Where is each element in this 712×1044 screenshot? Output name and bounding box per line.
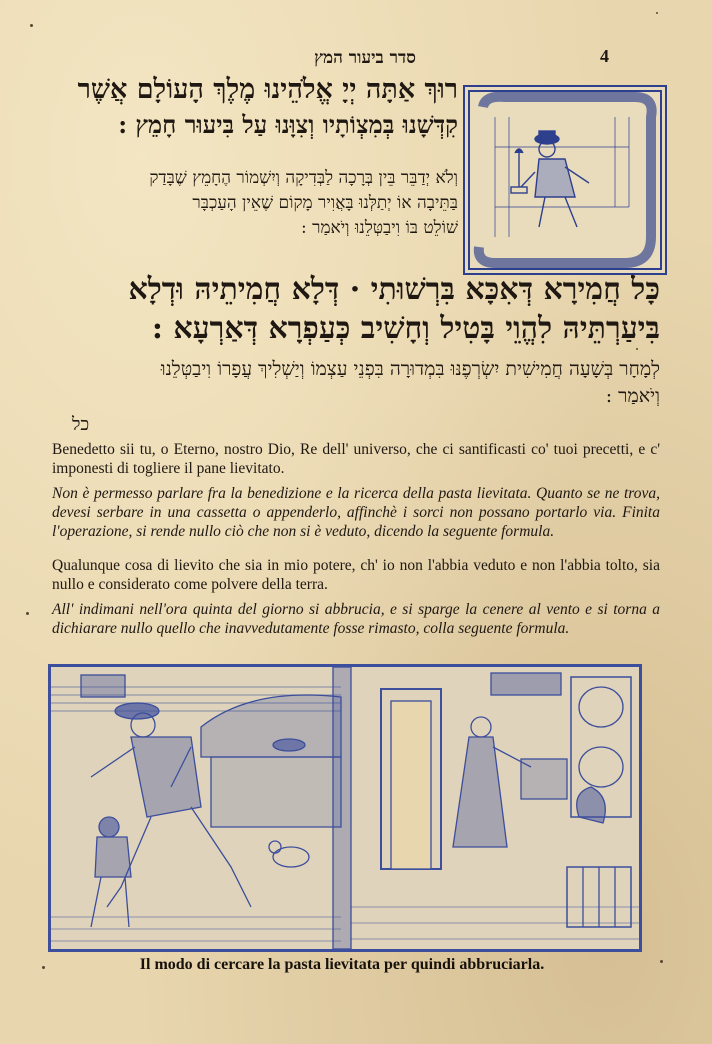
decorated-initial-drawing: [465, 87, 665, 273]
paper-speck: [26, 612, 29, 615]
next-day-hebrew-line-1: לְמָחָר בְּשָׁעָה חֲמִישִׁית יִשְׂרְפֶנּוּ בִּמְדוּרָה בִּפְנֵי עַצְמוֹ וְיַשְׁלִיךְ עֲפָרוֹ וִיבַטְּלֵנוּ: [160, 358, 660, 380]
woodcut-drawing: [51, 667, 639, 949]
running-head: סדר ביעור המץ: [314, 48, 416, 68]
italian-instruction-paragraph: Non è permesso parlare fra la benedizione e la ricerca della pasta lievitata. Quanto se ne trova, devesi serbare in una cassetta o appenderlo, affinchè i sorci non possano portarlo via. Finita l'operazione, si rende nullo ciò che non si è veduto, dicendo la seguente formula.: [52, 485, 660, 540]
woodcut-illustration: [48, 664, 642, 952]
paper-speck: [42, 966, 45, 969]
paper-speck: [656, 12, 658, 14]
paper-speck: [660, 960, 663, 963]
decorated-initial-illustration: [463, 85, 667, 275]
catchword: כל: [72, 414, 90, 435]
paper-speck: [636, 348, 638, 350]
italian-declaration-paragraph: Qualunque cosa di lievito che sia in mio potere, ch' io non l'abbia veduto e non l'abbia tolto, sia nullo e considerato come polvere della terra.: [52, 557, 660, 593]
next-day-hebrew-line-2: וְיֹאמַר :: [605, 385, 660, 407]
italian-next-day-paragraph: All' indimani nell'ora quinta del giorno si abbrucia, e si sparge la cenere al vento e si torna a dichiarare nullo quello che inavvedutamente fosse rimasto, colla seguente formula.: [52, 601, 660, 637]
italian-blessing-paragraph: Benedetto sii tu, o Eterno, nostro Dio, Re dell' universo, che ci santificasti co' tuoi precetti, e c' imponesti di togliere il pane lievitato.: [52, 441, 660, 477]
blessing-line-2: קִדְּשָׁנוּ בְּמִצְוֹתָיו וְצִוָּנוּ עַל בִּיעוּר חָמֵץ :: [118, 110, 458, 139]
declaration-line-2: בִּיעַרְתֵּיהּ לִהֱוֵי בָּטִיל וְחָשִׁיב כְּעַפְרָא דְּאַרְעָא :: [151, 311, 660, 346]
blessing-line-1: רוּךְ אַתָּה יְיָ אֱלֹהֵינוּ מֶלֶךְ הָעוֹלָם אֲשֶׁר: [77, 74, 458, 105]
paper-speck: [30, 24, 33, 27]
illustration-caption: Il modo di cercare la pasta lievitata per quindi abbruciarla.: [139, 956, 545, 973]
declaration-line-1: כָּל חֲמִירָא דְּאִכָּא בִּרְשׁוּתִי · דְּלָא חֲמִיתֵיהּ וּדְלָא: [128, 272, 660, 307]
instruction-line-1: וְלֹא יְדַבֵּר בֵּין בְּרָכָה לַבְּדִיקָה וְיִשְׁמוֹר הֶחָמֵץ שֶׁבָּדַק: [149, 168, 458, 188]
instruction-line-2: בַּתֵּיבָה אוֹ יְתַלְּנוּ בָּאֲוִיר מָקוֹם שֶׁאֵין הָעַכְבָּר: [192, 193, 458, 213]
page-number: 4: [600, 46, 609, 66]
instruction-line-3: שׁוֹלֵט בּוֹ וִיבַטְּלֵנוּ וְיֹאמַר :: [300, 218, 458, 238]
